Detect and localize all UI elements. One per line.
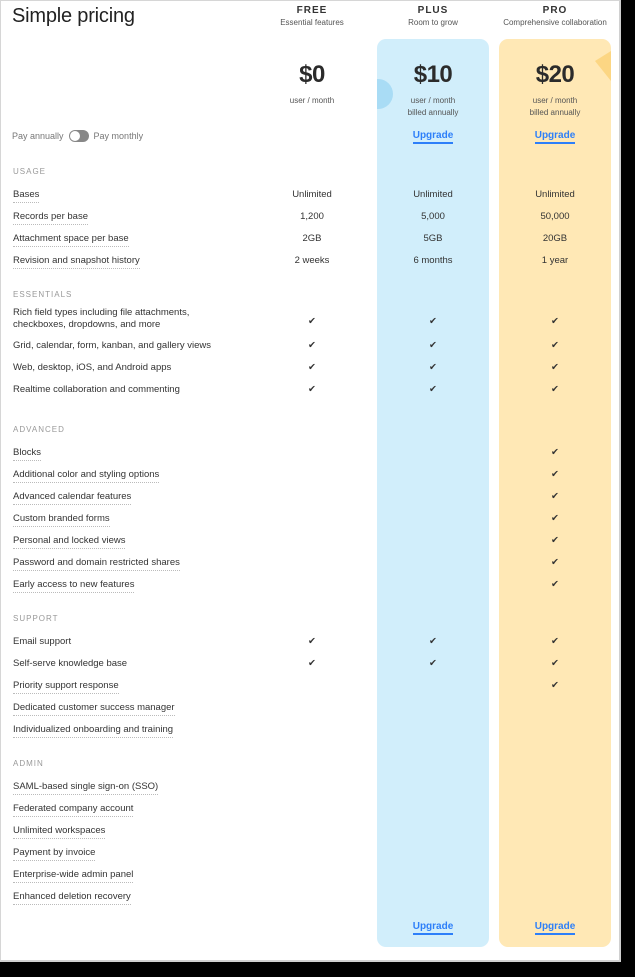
feature-row [1, 357, 619, 379]
checkmark-icon: ✔ [308, 658, 316, 669]
feature-value: Unlimited [413, 189, 453, 200]
feature-row [1, 307, 619, 329]
checkmark-icon: ✔ [551, 316, 559, 327]
pay-monthly-label[interactable]: Pay monthly [93, 131, 144, 141]
plan-subtitle: Essential features [280, 18, 344, 27]
plan-name: PRO [542, 5, 568, 16]
feature-row [1, 206, 619, 228]
checkmark-icon: ✔ [308, 384, 316, 395]
switch-knob [70, 131, 80, 141]
checkmark-icon: ✔ [429, 636, 437, 647]
price-unit: user / month [289, 96, 335, 105]
feature-label[interactable]: SAML-based single sign-on (SSO) [13, 781, 158, 795]
feature-label[interactable]: Payment by invoice [13, 847, 95, 861]
feature-row [1, 486, 619, 508]
price-pro [494, 61, 616, 119]
checkmark-icon: ✔ [551, 535, 559, 546]
feature-row [1, 886, 619, 908]
feature-label[interactable]: Additional color and styling options [13, 469, 159, 483]
feature-row [1, 464, 619, 486]
price-plus [372, 61, 494, 119]
checkmark-icon: ✔ [308, 362, 316, 373]
feature-row [1, 653, 619, 675]
plan-subtitle: Room to grow [408, 18, 458, 27]
price-free [251, 61, 373, 107]
price-unit: user / month [532, 96, 578, 105]
checkmark-icon: ✔ [429, 316, 437, 327]
billing-note: billed annually [529, 108, 581, 117]
upgrade-plus-bottom[interactable] [372, 921, 494, 932]
section-label-admin: ADMIN [13, 759, 44, 768]
feature-row [1, 631, 619, 653]
feature-row [1, 508, 619, 530]
plan-header-pro [494, 5, 616, 27]
price-amount: $0 [299, 61, 325, 88]
feature-value: 20GB [542, 233, 568, 244]
feature-value: 1,200 [300, 211, 324, 222]
upgrade-pro-top[interactable] [494, 130, 616, 141]
upgrade-plus-top[interactable] [372, 130, 494, 141]
feature-value: 1 year [541, 255, 569, 266]
feature-row [1, 250, 619, 272]
feature-label[interactable]: Blocks [13, 447, 41, 461]
feature-label[interactable]: Priority support response [13, 680, 119, 694]
page-title: Simple pricing [12, 5, 135, 27]
checkmark-icon: ✔ [308, 636, 316, 647]
feature-value: 6 months [413, 255, 453, 266]
billing-note: billed annually [407, 108, 459, 117]
section-label-usage: USAGE [13, 167, 47, 176]
section-label-advanced: ADVANCED [13, 425, 65, 434]
feature-value: 5,000 [421, 211, 445, 222]
feature-row [1, 335, 619, 357]
feature-label[interactable]: Individualized onboarding and training [13, 724, 173, 738]
feature-row [1, 184, 619, 206]
feature-label[interactable]: Dedicated customer success manager [13, 702, 175, 716]
feature-label[interactable]: Records per base [13, 211, 88, 225]
upgrade-pro-bottom[interactable] [494, 921, 616, 932]
checkmark-icon: ✔ [551, 579, 559, 590]
feature-row [1, 842, 619, 864]
feature-label: Grid, calendar, form, kanban, and gallery views [13, 340, 212, 351]
checkmark-icon: ✔ [551, 658, 559, 669]
feature-label[interactable]: Personal and locked views [13, 535, 125, 549]
feature-label[interactable]: Unlimited workspaces [13, 825, 105, 839]
feature-value: 2 weeks [294, 255, 330, 266]
plan-name: PLUS [417, 5, 449, 16]
feature-row [1, 776, 619, 798]
feature-row [1, 574, 619, 596]
feature-label[interactable]: Advanced calendar features [13, 491, 131, 505]
plan-subtitle: Comprehensive collaboration [503, 18, 607, 27]
feature-value: Unlimited [535, 189, 575, 200]
checkmark-icon: ✔ [551, 340, 559, 351]
feature-row [1, 379, 619, 401]
billing-switch[interactable] [69, 130, 89, 142]
checkmark-icon: ✔ [551, 491, 559, 502]
feature-value: 5GB [423, 233, 443, 244]
checkmark-icon: ✔ [551, 384, 559, 395]
feature-row [1, 552, 619, 574]
checkmark-icon: ✔ [551, 447, 559, 458]
upgrade-link[interactable]: Upgrade [535, 130, 576, 144]
checkmark-icon: ✔ [429, 384, 437, 395]
section-label-essentials: ESSENTIALS [13, 290, 73, 299]
feature-row [1, 530, 619, 552]
feature-label[interactable]: Federated company account [13, 803, 133, 817]
feature-label[interactable]: Password and domain restricted shares [13, 557, 180, 571]
checkmark-icon: ✔ [551, 469, 559, 480]
feature-row [1, 442, 619, 464]
checkmark-icon: ✔ [551, 513, 559, 524]
feature-row [1, 820, 619, 842]
feature-label: Self-serve knowledge base [13, 658, 128, 669]
checkmark-icon: ✔ [551, 362, 559, 373]
feature-label[interactable]: Enterprise-wide admin panel [13, 869, 133, 883]
feature-label[interactable]: Attachment space per base [13, 233, 129, 247]
price-unit: user / month [410, 96, 456, 105]
feature-row [1, 228, 619, 250]
feature-row [1, 675, 619, 697]
plan-name: FREE [296, 5, 328, 16]
feature-label: Web, desktop, iOS, and Android apps [13, 362, 172, 373]
checkmark-icon: ✔ [551, 636, 559, 647]
feature-label[interactable]: Enhanced deletion recovery [13, 891, 131, 905]
feature-row [1, 864, 619, 886]
feature-value: 2GB [302, 233, 322, 244]
feature-label: Realtime collaboration and commenting [13, 384, 180, 395]
feature-label[interactable]: Early access to new features [13, 579, 134, 593]
feature-row [1, 719, 619, 741]
feature-label: Rich field types including file attachments, checkboxes, dropdowns, and more [13, 307, 190, 330]
feature-row [1, 697, 619, 719]
billing-toggle [12, 130, 143, 142]
checkmark-icon: ✔ [308, 340, 316, 351]
checkmark-icon: ✔ [551, 557, 559, 568]
feature-label[interactable]: Revision and snapshot history [13, 255, 140, 269]
section-label-support: SUPPORT [13, 614, 59, 623]
upgrade-link[interactable]: Upgrade [413, 130, 454, 144]
upgrade-link[interactable]: Upgrade [413, 921, 454, 935]
plan-header-plus [372, 5, 494, 27]
pay-annually-label[interactable]: Pay annually [12, 131, 64, 141]
feature-value: Unlimited [292, 189, 332, 200]
checkmark-icon: ✔ [429, 340, 437, 351]
feature-row [1, 798, 619, 820]
price-amount: $10 [413, 61, 453, 88]
checkmark-icon: ✔ [429, 658, 437, 669]
feature-label: Email support [13, 636, 72, 647]
upgrade-link[interactable]: Upgrade [535, 921, 576, 935]
checkmark-icon: ✔ [551, 680, 559, 691]
checkmark-icon: ✔ [308, 316, 316, 327]
feature-label[interactable]: Custom branded forms [13, 513, 110, 527]
plan-header-free [251, 5, 373, 27]
checkmark-icon: ✔ [429, 362, 437, 373]
feature-value: 50,000 [540, 211, 570, 222]
feature-label[interactable]: Bases [13, 189, 39, 203]
price-amount: $20 [535, 61, 575, 88]
